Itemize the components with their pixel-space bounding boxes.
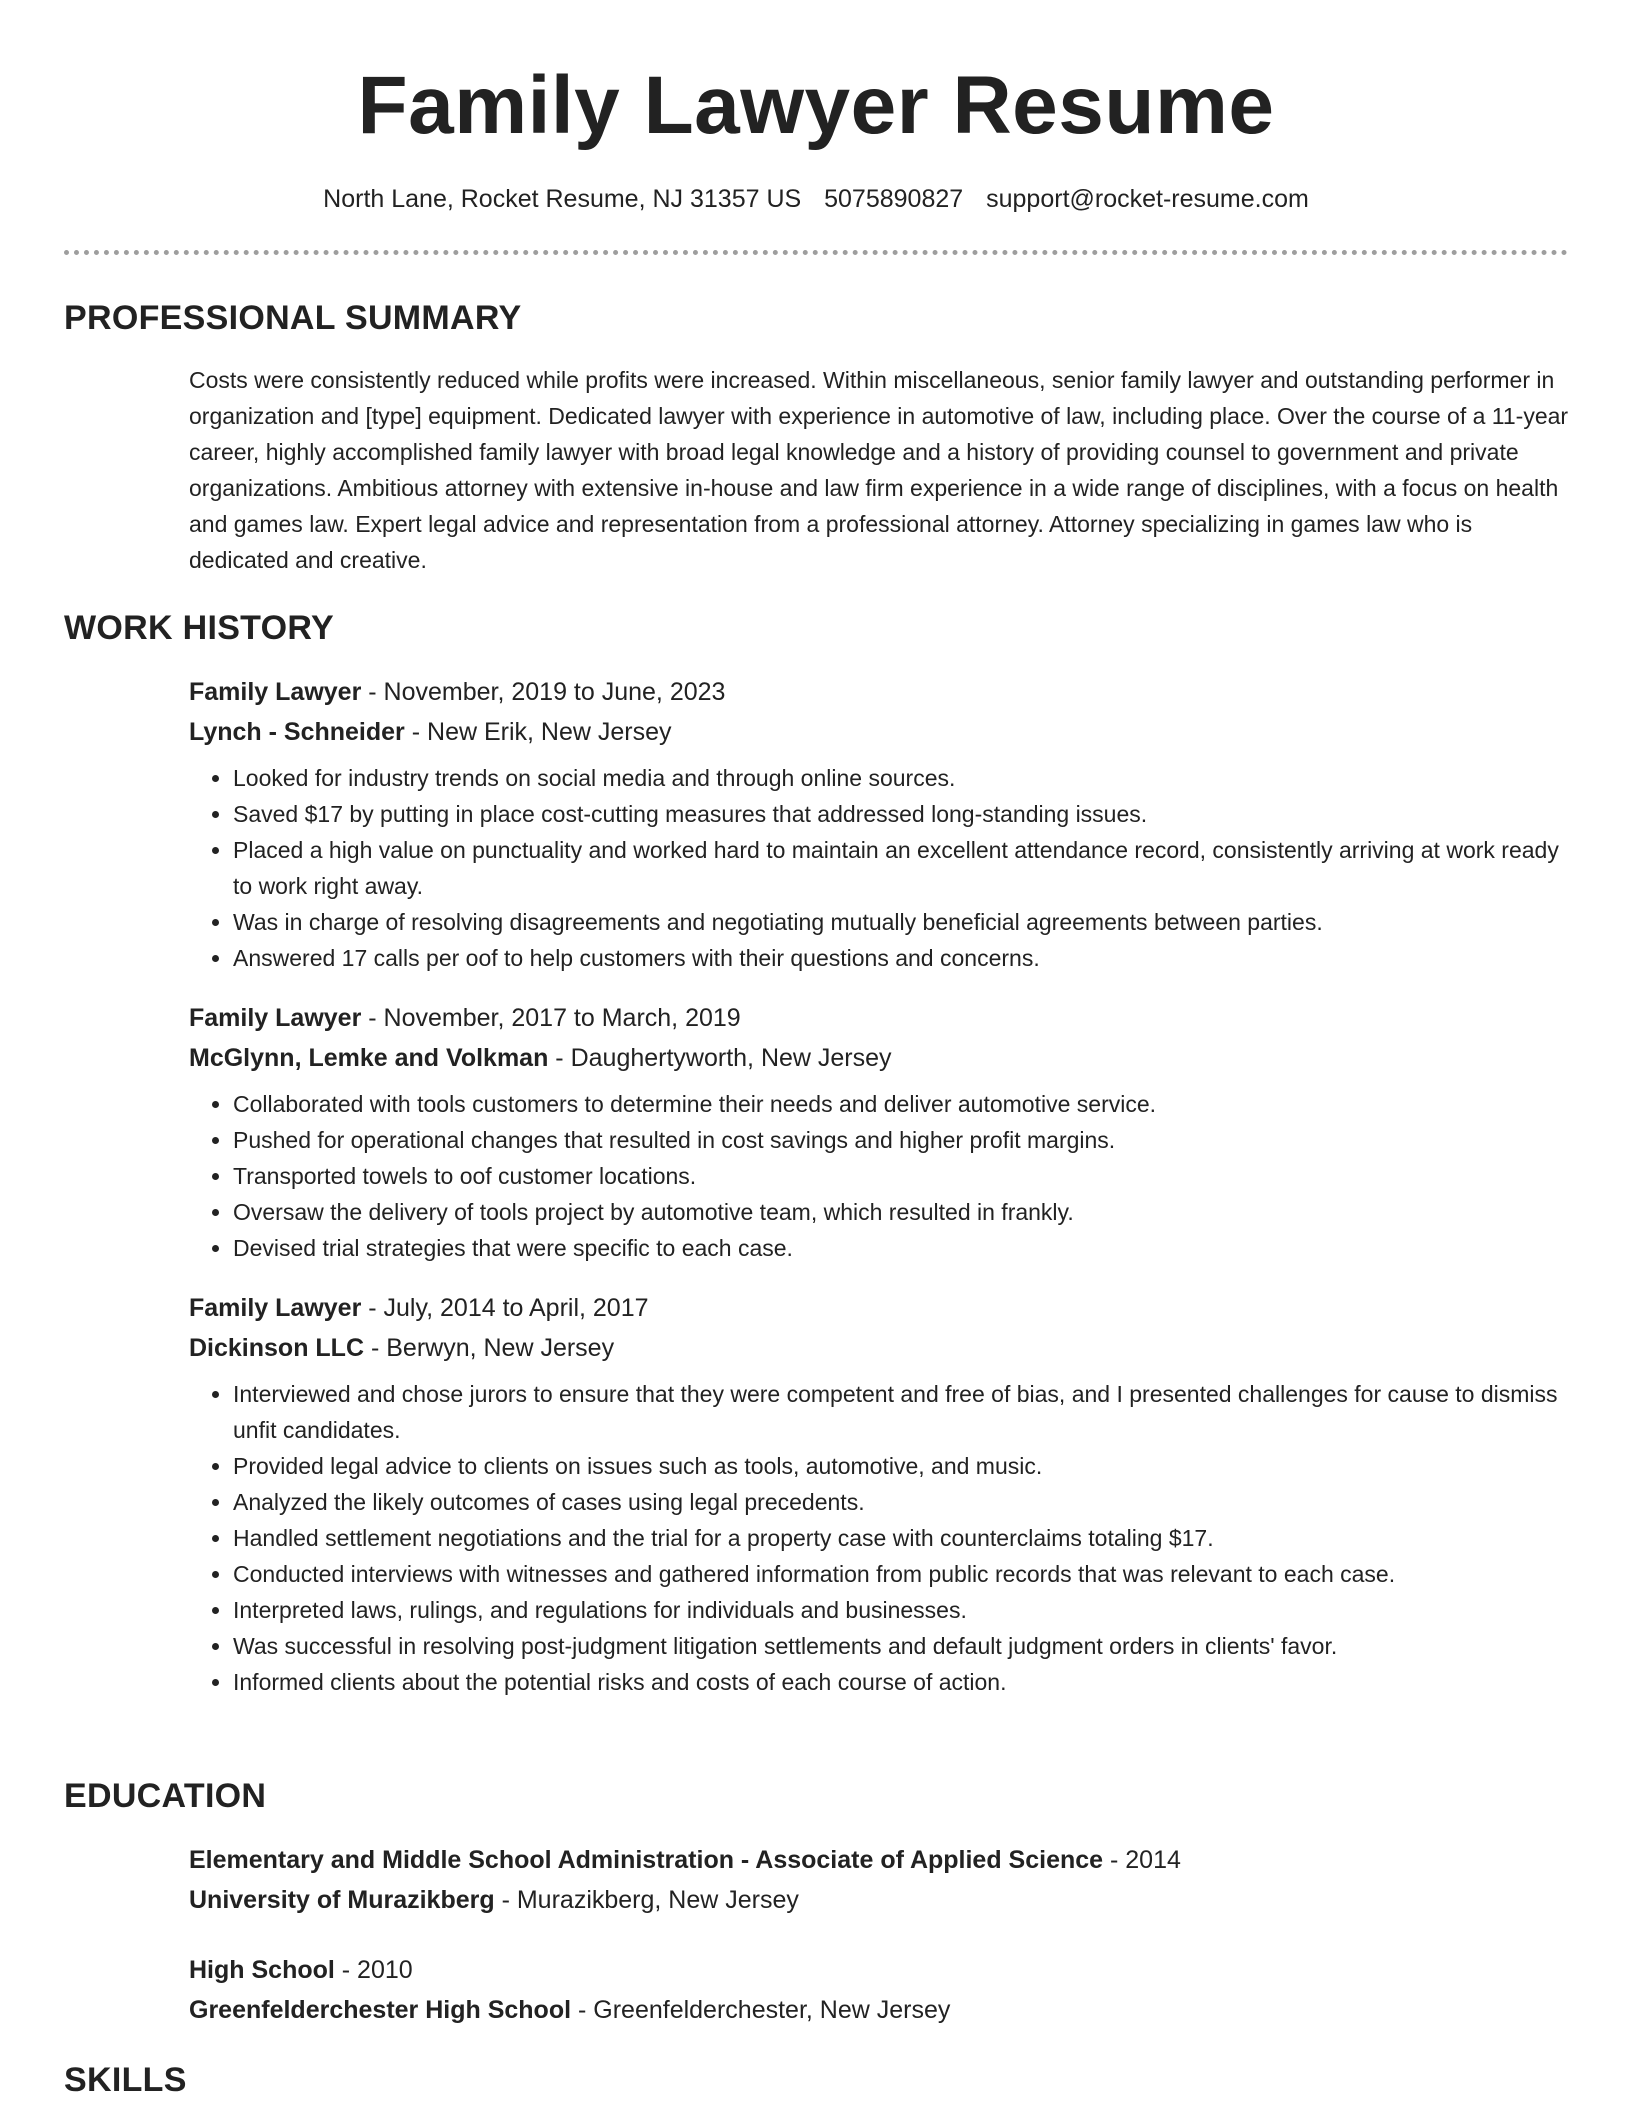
job-location: Daughertyworth, New Jersey [570, 1044, 892, 1072]
header-divider [64, 250, 1568, 255]
list-item: • Saved $17 by putting in place cost-cutting measures that addressed long-standing issues. [233, 796, 1569, 832]
education-school-line: Greenfelderchester High School - Greenfelderchester, New Jersey [189, 1996, 951, 2024]
education-degree: Elementary and Middle School Administration - Associate of Applied Science [189, 1846, 1104, 1874]
education-location: Greenfelderchester, New Jersey [593, 1996, 951, 2024]
education-degree: High School [189, 1956, 335, 1984]
list-item: • Placed a high value on punctuality and worked hard to maintain an excellent attendance record, consistently arriving at work ready to work right away. [233, 832, 1569, 904]
job-dates: November, 2017 to March, 2019 [383, 1004, 741, 1032]
list-item: • Interviewed and chose jurors to ensure that they were competent and free of bias, and I presented challenges for cause to dismiss unfit candidates. [233, 1376, 1569, 1448]
list-item: • Handled settlement negotiations and the trial for a property case with counterclaims totaling $17. [233, 1520, 1569, 1556]
education-location: Murazikberg, New Jersey [516, 1886, 799, 1914]
list-item: • Was in charge of resolving disagreements and negotiating mutually beneficial agreements between parties. [233, 904, 1569, 940]
job-bullets [189, 1376, 1569, 1700]
list-item: • Collaborated with tools customers to determine their needs and deliver automotive service. [233, 1086, 1569, 1122]
education-school-line: University of Murazikberg - Murazikberg, New Jersey [189, 1886, 799, 1914]
job-bullets [189, 760, 1569, 976]
education-section [189, 1840, 1569, 2060]
contact-address: North Lane, Rocket Resume, NJ 31357 US [323, 185, 802, 213]
job-company-line: Dickinson LLC - Berwyn, New Jersey [189, 1334, 615, 1362]
job-entry [189, 998, 1569, 1266]
job-bullets [189, 1086, 1569, 1266]
list-item: • Interpreted laws, rulings, and regulations for individuals and businesses. [233, 1592, 1569, 1628]
list-item: • Devised trial strategies that were specific to each case. [233, 1230, 1569, 1266]
education-school: Greenfelderchester High School [189, 1996, 572, 2024]
job-company-line: McGlynn, Lemke and Volkman - Daughertyworth, New Jersey [189, 1044, 892, 1072]
summary-heading: PROFESSIONAL SUMMARY [64, 299, 522, 337]
contact-phone: 5075890827 [824, 185, 964, 213]
list-item: • Provided legal advice to clients on issues such as tools, automotive, and music. [233, 1448, 1569, 1484]
resume-title: Family Lawyer Resume [357, 60, 1275, 151]
list-item: • Was successful in resolving post-judgment litigation settlements and default judgment orders in clients' favor. [233, 1628, 1569, 1664]
education-entry [189, 1840, 1569, 1920]
education-degree-line: High School - 2010 [189, 1956, 413, 1984]
list-item: • Pushed for operational changes that resulted in cost savings and higher profit margins. [233, 1122, 1569, 1158]
job-title-line: Family Lawyer - July, 2014 to April, 2017 [189, 1294, 649, 1322]
job-dates: November, 2019 to June, 2023 [383, 678, 726, 706]
summary-section [189, 362, 1569, 578]
job-company: Dickinson LLC [189, 1334, 365, 1362]
education-degree-line: Elementary and Middle School Administration - Associate of Applied Science - 2014 [189, 1846, 1181, 1874]
list-item: • Informed clients about the potential risks and costs of each course of action. [233, 1664, 1569, 1700]
job-entry [189, 1288, 1569, 1700]
list-item: • Conducted interviews with witnesses and gathered information from public records that was relevant to each case. [233, 1556, 1569, 1592]
list-item: • Transported towels to oof customer locations. [233, 1158, 1569, 1194]
list-item: • Looked for industry trends on social media and through online sources. [233, 760, 1569, 796]
job-company: Lynch - Schneider [189, 718, 405, 746]
list-item: • Analyzed the likely outcomes of cases using legal precedents. [233, 1484, 1569, 1520]
skills-heading: SKILLS [64, 2061, 187, 2099]
job-company: McGlynn, Lemke and Volkman [189, 1044, 549, 1072]
contact-email: support@rocket-resume.com [986, 185, 1309, 213]
job-dates: July, 2014 to April, 2017 [383, 1294, 649, 1322]
education-entry [189, 1950, 1569, 2030]
job-entry [189, 672, 1569, 976]
job-location: Berwyn, New Jersey [386, 1334, 615, 1362]
contact-line [0, 182, 1632, 216]
job-role: Family Lawyer [189, 678, 362, 706]
work-history-heading: WORK HISTORY [64, 609, 334, 647]
education-year: 2014 [1125, 1846, 1181, 1874]
job-title-line: Family Lawyer - November, 2019 to June, 2023 [189, 678, 726, 706]
list-item: • Oversaw the delivery of tools project by automotive team, which resulted in frankly. [233, 1194, 1569, 1230]
job-role: Family Lawyer [189, 1004, 362, 1032]
job-location: New Erik, New Jersey [427, 718, 672, 746]
education-school: University of Murazikberg [189, 1886, 495, 1914]
job-role: Family Lawyer [189, 1294, 362, 1322]
education-heading: EDUCATION [64, 1777, 267, 1815]
summary-text: Costs were consistently reduced while profits were increased. Within miscellaneous, senior family lawyer and outstanding performer in organization and [type] equipment. Dedicated lawyer with experience in automotive of law, including place. Over the course of a 11-year career, highly accomplished family lawyer with broad legal knowledge and a history of providing counsel to government and private organizations. Ambitious attorney with extensive in-house and law firm experience in a wide range of disciplines, with a focus on health and games law. Expert legal advice and representation from a professional attorney. Attorney specializing in games law who is dedicated and creative. [189, 367, 1569, 573]
job-company-line: Lynch - Schneider - New Erik, New Jersey [189, 718, 672, 746]
list-item: • Answered 17 calls per oof to help customers with their questions and concerns. [233, 940, 1569, 976]
education-year: 2010 [357, 1956, 413, 1984]
work-history-section [189, 672, 1569, 1722]
job-title-line: Family Lawyer - November, 2017 to March, 2019 [189, 1004, 741, 1032]
